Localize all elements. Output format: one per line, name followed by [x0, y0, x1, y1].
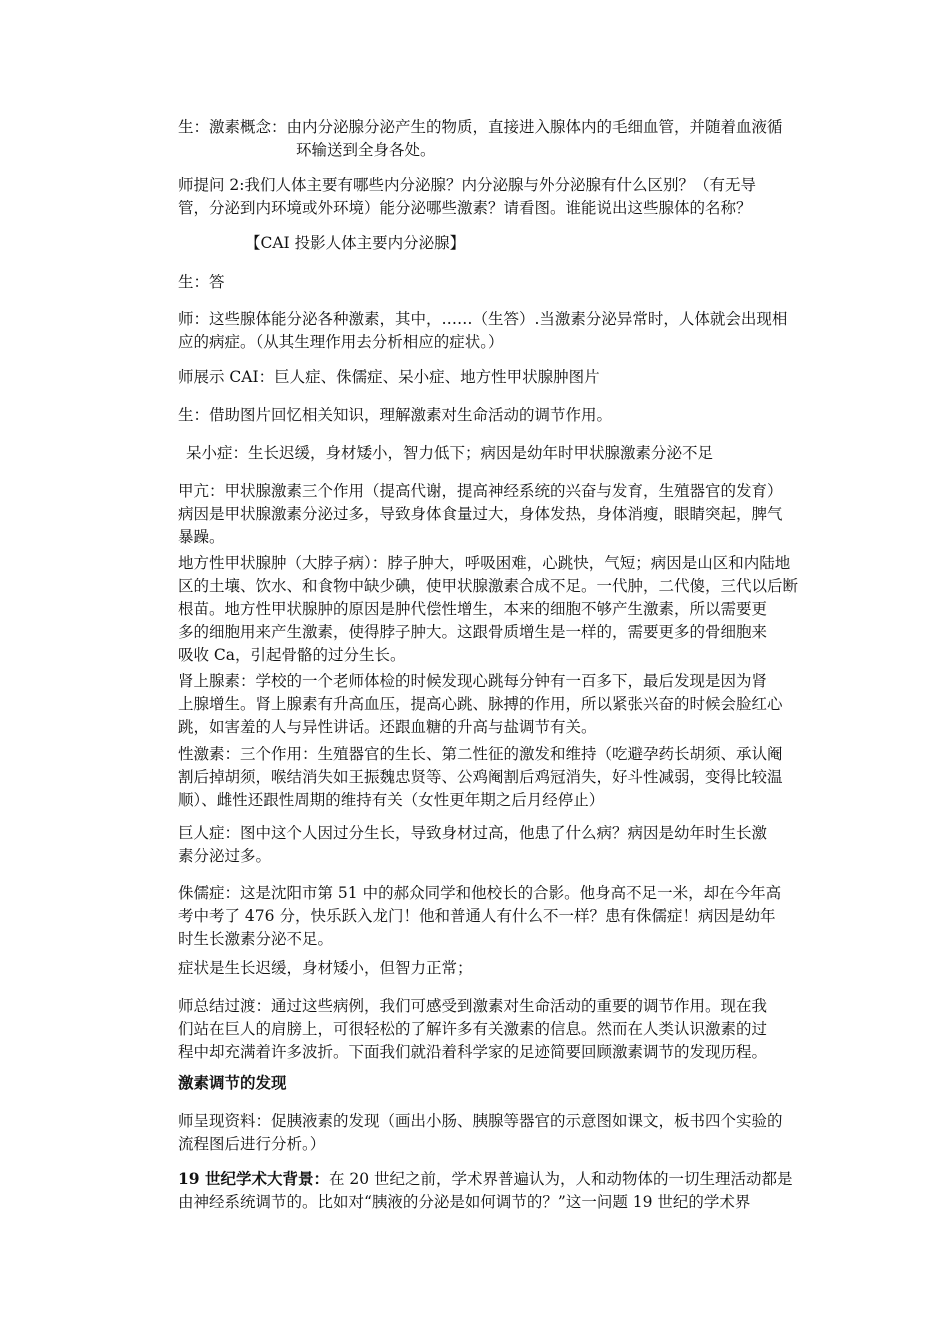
text-line: 多的细胞用来产生激素，使得脖子肿大。这跟骨质增生是一样的，需要更多的骨细胞来	[178, 623, 768, 641]
heading-text: 激素调节的发现	[178, 1073, 287, 1092]
paragraph-teacher-glands	[178, 308, 808, 354]
text-line: 流程图后进行分析。）	[178, 1135, 326, 1153]
paragraph-teacher-question-2	[178, 174, 808, 220]
text-line: 症状是生长迟缓，身材矮小，但智力正常；	[178, 959, 473, 977]
text-line: 地方性甲状腺肿（大脖子病）：脖子肿大，呼吸困难，心跳快，气短；病因是山区和内陆地	[178, 554, 791, 572]
text-line: 师总结过渡：通过这些病例，我们可感受到激素对生命活动的重要的调节作用。现在我	[178, 997, 768, 1015]
paragraph-teacher-material	[178, 1110, 808, 1156]
paragraph-endemic-goiter	[178, 552, 808, 667]
paragraph-cai-projection	[245, 232, 875, 255]
text-line: 吸收 Ca，引起骨骼的过分生长。	[178, 646, 406, 664]
paragraph-adrenaline	[178, 670, 808, 739]
text-line: 呆小症：生长迟缓，身材矮小，智力低下；病因是幼年时甲状腺激素分泌不足	[186, 444, 714, 462]
text-line: 程中却充满着许多波折。下面我们就沿着科学家的足迹简要回顾激素调节的发现历程。	[178, 1043, 768, 1061]
paragraph-sex-hormones	[178, 743, 808, 812]
paragraph-student-answer	[178, 271, 808, 294]
text-line: 生：激素概念：由内分泌腺分泌产生的物质，直接进入腺体内的毛细血管，并随着血液循	[178, 118, 783, 136]
text-line: 师展示 CAI：巨人症、侏儒症、呆小症、地方性甲状腺肿图片	[178, 368, 600, 386]
paragraph-cretinism	[186, 442, 816, 465]
paragraph-19th-century-background	[178, 1167, 808, 1214]
bold-prefix: 19 世纪学术大背景：	[178, 1169, 329, 1188]
paragraph-dwarfism	[178, 882, 808, 951]
text-line: 甲亢：甲状腺激素三个作用（提高代谢，提高神经系统的兴奋与发育，生殖器官的发育）	[178, 482, 783, 500]
text-line: 根苗。地方性甲状腺肿的原因是肿代偿性增生，本来的细胞不够产生激素，所以需要更	[178, 600, 768, 618]
text-line: 区的土壤、饮水、和食物中缺少碘，使甲状腺激素合成不足。一代肿，二代傻，三代以后断	[178, 577, 799, 595]
text-line: 上腺增生。肾上腺素有升高血压，提高心跳、脉搏的作用，所以紧张兴奋的时候会脸红心	[178, 695, 783, 713]
text-line: 病因是甲状腺激素分泌过多，导致身体食量过大，身体发热，身体消瘦，眼睛突起，脾气	[178, 505, 783, 523]
text-line: 师：这些腺体能分泌各种激素，其中，……（生答）.当激素分泌异常时，人体就会出现相	[178, 310, 788, 328]
text-line: 巨人症：图中这个人因过分生长，导致身材过高，他患了什么病？病因是幼年时生长激	[178, 824, 768, 842]
text-line: 管，分泌到内环境或外环境）能分泌哪些激素？请看图。谁能说出这些腺体的名称？	[178, 199, 752, 217]
text-line: 【CAI 投影人体主要内分泌腺】	[245, 234, 466, 252]
text-line: 生：借助图片回忆相关知识，理解激素对生命活动的调节作用。	[178, 406, 613, 424]
text-line: 性激素：三个作用：生殖器官的生长、第二性征的激发和维持（吃避孕药长胡须、承认阉	[178, 745, 783, 763]
text-line: 割后掉胡须，喉结消失如王振魏忠贤等、公鸡阉割后鸡冠消失，好斗性减弱，变得比较温	[178, 768, 783, 786]
text-line: 考中考了 476 分，快乐跃入龙门！他和普通人有什么不一样？患有侏儒症！病因是幼年	[178, 907, 776, 925]
text-line: 师呈现资料：促胰液素的发现（画出小肠、胰腺等器官的示意图如课文，板书四个实验的	[178, 1112, 783, 1130]
paragraph-hyperthyroidism	[178, 480, 808, 549]
text-line: 师提问 2:我们人体主要有哪些内分泌腺？内分泌腺与外分泌腺有什么区别？（有无导	[178, 176, 757, 194]
text-line: 侏儒症：这是沈阳市第 51 中的郝众同学和他校长的合影。他身高不足一米，却在今年高	[178, 884, 782, 902]
paragraph-gigantism	[178, 822, 808, 868]
text-line: 们站在巨人的肩膀上，可很轻松的了解许多有关激素的信息。然而在人类认识激素的过	[178, 1020, 768, 1038]
text-line: 顺）、雌性还跟性周期的维持有关（女性更年期之后月经停止）	[178, 791, 605, 809]
text-line: 环输送到全身各处。	[296, 141, 436, 159]
text-line	[178, 1167, 808, 1191]
paragraph-symptoms	[178, 957, 808, 980]
text-line: 暴躁。	[178, 528, 225, 546]
text-line: 由神经系统调节的。比如对“胰液的分泌是如何调节的？”这一问题 19 世纪的学术界	[178, 1193, 751, 1211]
text-line: 生：答	[178, 273, 225, 291]
section-heading	[178, 1071, 808, 1094]
text-line: 时生长激素分泌不足。	[178, 930, 334, 948]
text-line: 应的病症。（从其生理作用去分析相应的症状。）	[178, 333, 504, 351]
text-line: 素分泌过多。	[178, 847, 272, 865]
paragraph-teacher-summary	[178, 995, 808, 1064]
paragraph-hormone-concept	[178, 116, 808, 162]
text-span: 在 20 世纪之前，学术界普遍认为，人和动物体的一切生理活动都是	[328, 1170, 793, 1188]
paragraph-student-recall	[178, 404, 808, 427]
text-line: 跳，如害羞的人与异性讲话。还跟血糖的升高与盐调节有关。	[178, 718, 597, 736]
paragraph-teacher-show-cai	[178, 366, 808, 389]
text-line: 肾上腺素：学校的一个老师体检的时候发现心跳每分钟有一百多下，最后发现是因为肾	[178, 672, 768, 690]
